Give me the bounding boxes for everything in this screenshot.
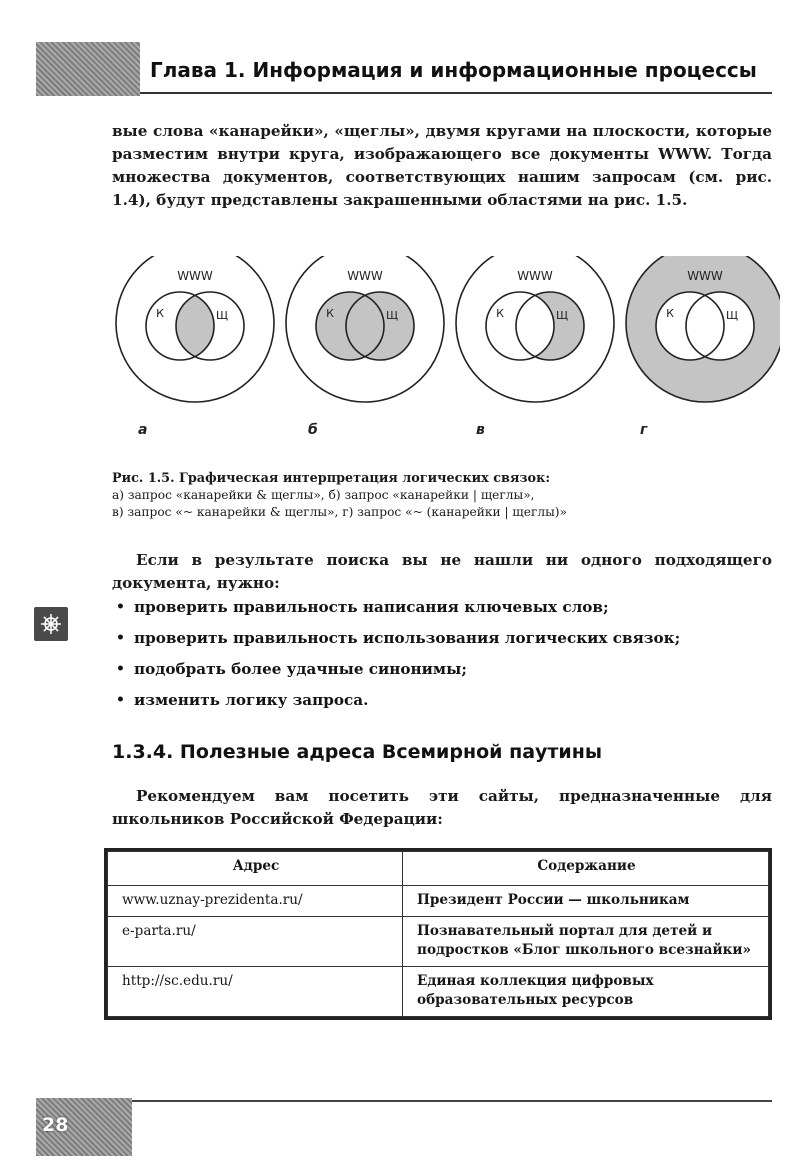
diagram-label: а	[138, 422, 148, 438]
content-cell: Единая коллекция цифровых образовательных ресурсов	[403, 967, 769, 1017]
paragraph-search-tips: Если в результате поиска вы не нашли ни одного подходящего документа, нужно:	[112, 551, 772, 592]
paragraph-intro: вые слова «канарейки», «щеглы», двумя кругами на плоскости, которые разместим внутри круга, изображающего все документы WWW. Тогда множества документов, соответствующих нашим запросам (см. рис. 1.4), будут представлены закрашенными областями на рис. 1.5.	[112, 122, 772, 209]
shch-label: Щ	[385, 309, 399, 322]
www-label: WWW	[687, 269, 723, 283]
caption-line: в) запрос «~ канарейки & щеглы», г) запрос «~ (канарейки | щеглы)»	[112, 505, 568, 519]
section-title: 1.3.4. Полезные адреса Всемирной паутины	[112, 741, 603, 763]
shch-label: Щ	[215, 309, 229, 322]
venn-diagram-v	[456, 256, 614, 438]
ship-wheel-icon	[34, 607, 68, 641]
table-row	[108, 967, 769, 1017]
k-label: К	[666, 307, 674, 320]
venn-figure	[100, 256, 780, 446]
www-label: WWW	[177, 269, 213, 283]
venn-diagram-b	[286, 256, 444, 438]
list-item: • проверить правильность использования логических связок;	[112, 627, 772, 658]
sites-table	[104, 848, 772, 1020]
www-label: WWW	[517, 269, 553, 283]
table-row	[108, 917, 769, 967]
k-label: К	[326, 307, 334, 320]
table-row	[108, 886, 769, 917]
k-label: К	[156, 307, 164, 320]
caption-line: а) запрос «канарейки & щеглы», б) запрос «канарейки | щеглы»,	[112, 488, 535, 502]
list-item: • изменить логику запроса.	[112, 689, 772, 720]
venn-diagram-a	[116, 256, 274, 438]
venn-diagram-g	[626, 256, 780, 438]
shch-label: Щ	[555, 309, 569, 322]
list-item: • подобрать более удачные синонимы;	[112, 658, 772, 689]
content-cell: Познавательный портал для детей и подростков «Блог школьного всезнайки»	[403, 917, 769, 967]
list-item: • проверить правильность написания ключевых слов;	[112, 596, 772, 627]
header-rule	[140, 92, 772, 94]
footer-rule	[132, 1100, 772, 1102]
header-decor-block	[36, 42, 140, 96]
shch-label: Щ	[725, 309, 739, 322]
table-header-row	[108, 852, 769, 886]
figure-caption	[112, 470, 772, 521]
address-cell: www.uznay-prezidenta.ru/	[108, 886, 403, 917]
www-label: WWW	[347, 269, 383, 283]
column-header-content: Содержание	[403, 852, 769, 886]
diagram-label: в	[476, 422, 485, 438]
page-number: 28	[42, 1114, 69, 1136]
diagram-label: г	[640, 422, 648, 438]
diagram-label: б	[308, 422, 318, 438]
column-header-address: Адрес	[108, 852, 403, 886]
caption-title: Рис. 1.5. Графическая интерпретация логических связок:	[112, 471, 551, 486]
address-cell: http://sc.edu.ru/	[108, 967, 403, 1017]
paragraph-section-intro: Рекомендуем вам посетить эти сайты, предназначенные для школьников Российской Федерации:	[112, 787, 772, 828]
tips-list	[112, 596, 772, 720]
content-cell: Президент России — школьникам	[403, 886, 769, 917]
chapter-title: Глава 1. Информация и информационные процессы	[150, 58, 757, 82]
k-label: К	[496, 307, 504, 320]
address-cell: e-parta.ru/	[108, 917, 403, 967]
